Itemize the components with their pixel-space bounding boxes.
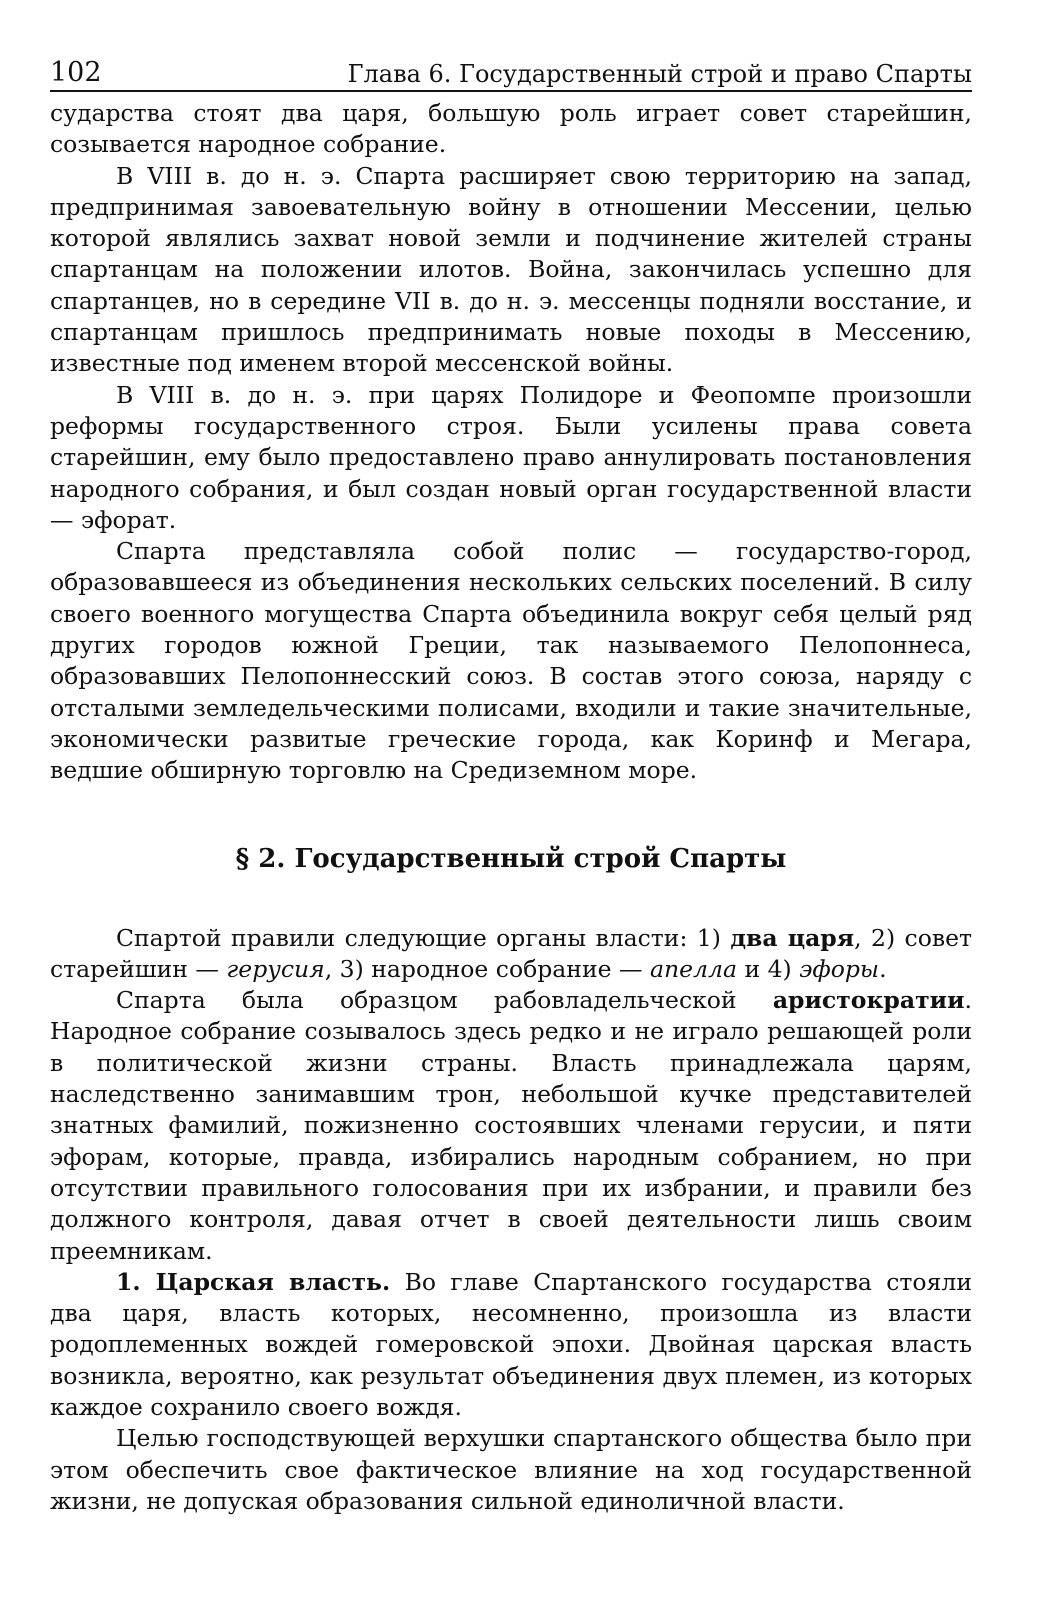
italic-term: апелла <box>649 954 737 983</box>
bold-term: аристократии <box>772 986 965 1015</box>
book-page <box>50 38 972 1517</box>
body-text <box>50 98 972 787</box>
italic-term: герусия <box>226 954 325 983</box>
page-number: 102 <box>50 57 102 88</box>
subsection-title: 1. Царская власть. <box>116 1267 391 1296</box>
paragraph: В VIII в. до н. э. при царях Полидоре и Феопомпе произошли реформы государственного строя. Были усилены права совета старейшин, ему было предоставлено право аннулировать постановления народного собрания, и был создан новый орган государственной власти — эфорат. <box>50 380 972 534</box>
italic-term: эфоры <box>799 954 880 983</box>
paragraph <box>50 1267 972 1423</box>
running-title: Глава 6. Государственный строй и право Спарты <box>347 60 972 88</box>
text-run: Во главе Спартанского государства стояли два царя, власть которых, несомненно, произошла из власти родоплеменных вождей гомеровской эпохи. Двойная царская власть возникла, вероятно, как результат объединения двух племен, из которых каждое сохранило своего вождя. <box>50 1267 972 1421</box>
text-run: Спарта была образцом рабовладельческой <box>116 986 773 1015</box>
paragraph <box>50 985 972 1267</box>
section-heading: § 2. Государственный строй Спарты <box>235 843 787 874</box>
paragraph: сударства стоят два царя, большую роль играет совет старейшин, созывается народное собрание. <box>50 99 972 159</box>
text-run: , 3) народное собрание — <box>324 954 650 983</box>
text-run: Спартой правили следующие органы власти: 1) <box>116 923 731 952</box>
paragraph: Целью господствующей верхушки спартанского общества было при этом обеспечить свое фактическое влияние на ход государственной жизни, не допуская образования сильной единоличной власти. <box>50 1424 972 1515</box>
section-body <box>50 923 972 1518</box>
paragraph: В VIII в. до н. э. Спарта расширяет свою территорию на запад, предпринимая завоевательную войну в отношении Мессении, целью которой являлись захват новой земли и подчинение жителей страны спартанцам на положении илотов. Война, закончилась успешно для спартанцев, но в середине VII в. до н. э. мессенцы подняли восстание, и спартанцам пришлось предпринимать новые походы в Мессению, известные под именем второй мессенской войны. <box>50 161 972 378</box>
text-run: и 4) <box>736 954 800 983</box>
bold-term: два царя <box>730 923 855 952</box>
paragraph: Спарта представляла собой полис — государство-город, образовавшееся из объединения нескольких сельских поселений. В силу своего военного могущества Спарта объединила вокруг себя целый ряд других городов южной Греции, так называемого Пелопоннеса, образовавших Пелопоннесский союз. В состав этого союза, наряду с отсталыми земледельческими полисами, входили и такие значительные, экономически развитые греческие города, как Коринф и Мегара, ведшие обширную торговлю на Средиземном море. <box>50 537 972 785</box>
text-run: , 2) совет старейшин — <box>50 923 972 983</box>
page-header <box>50 38 972 92</box>
paragraph <box>50 923 972 986</box>
text-run: . Народное собрание созывалось здесь редко и не играло решающей роли в политической жизни страны. Власть принадлежала царям, наследственно занимавшим трон, небольшой кучке представителей знатных фамилий, пожизненно состоявших членами герусии, и пяти эфорам, которые, правда, избирались народным собранием, но при отсутствии правильного голосования при их избрании, и правили без должного контроля, давая отчет в своей деятельности лишь своим преемникам. <box>50 986 972 1265</box>
text-run: . <box>879 954 887 983</box>
